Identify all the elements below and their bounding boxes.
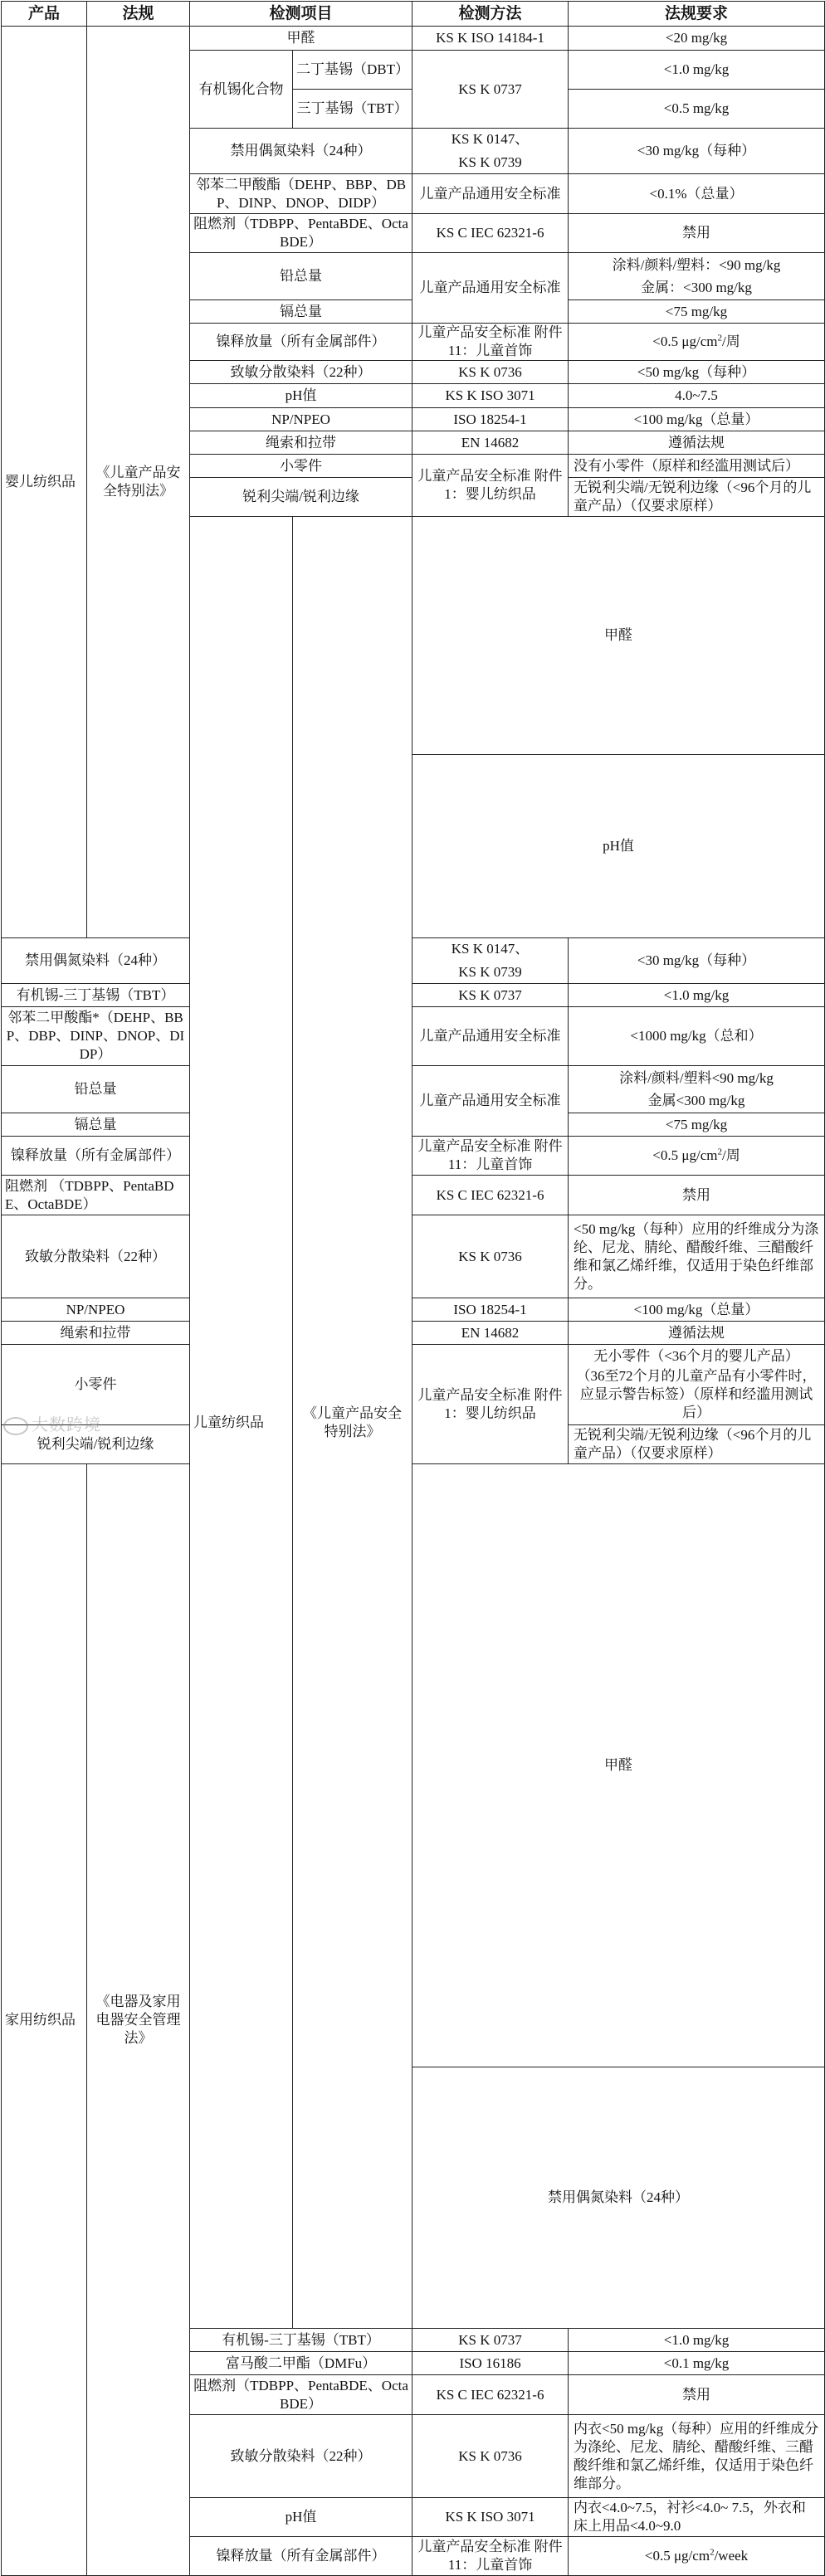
regulation-cell: 《电器及家用电器安全管理法》	[87, 1464, 190, 2576]
item-cell: 绳索和拉带	[190, 431, 412, 455]
sub-item-cell: 二丁基锡（DBT）	[293, 51, 412, 90]
method-cell: KS K 0736	[412, 1215, 569, 1298]
table-row	[2, 938, 825, 984]
nickel-requirement-unit: /week	[714, 2548, 749, 2564]
requirement-line: 涂料/颜料/塑料：<90 mg/kg	[612, 256, 781, 273]
method-cell	[412, 938, 569, 984]
requirement-cell	[569, 1066, 825, 1113]
item-cell: 锐利尖端/锐利边缘	[190, 478, 412, 517]
table-row	[2, 27, 825, 51]
requirement-cell	[569, 1137, 825, 1176]
requirement-cell: <1.0 mg/kg	[569, 2329, 825, 2352]
method-cell: 儿童产品通用安全标准	[412, 253, 569, 324]
requirement-cell: <30 mg/kg（每种）	[569, 938, 825, 984]
requirement-cell: 没有小零件（原样和经滥用测试后）	[569, 455, 825, 478]
requirement-cell: 禁用	[569, 214, 825, 253]
header-regulation: 法规	[87, 2, 190, 27]
regulation-cell: 《儿童产品安全特别法》	[293, 517, 412, 2329]
watermark	[3, 1411, 101, 1435]
table-row	[2, 1215, 825, 1298]
requirement-cell: <75 mg/kg	[569, 1113, 825, 1137]
item-cell: NP/NPEO	[2, 1298, 190, 1322]
method-cell: 儿童产品安全标准 附件1：婴儿纺织品	[412, 1345, 569, 1464]
method-cell: KS K 0737	[412, 51, 569, 129]
requirement-cell: <0.1 mg/kg	[569, 2352, 825, 2375]
item-cell: 禁用偶氮染料（24种）	[2, 938, 190, 984]
requirement-cell: 内衣<4.0~7.5，衬衫<4.0~ 7.5，外衣和床上用品<4.0~9.0	[569, 2498, 825, 2537]
item-cell: 致敏分散染料（22种）	[190, 361, 412, 384]
requirement-cell: <1.0 mg/kg	[569, 51, 825, 90]
method-cell: KS K 0736	[412, 2415, 569, 2498]
method-line: KS K 0739	[458, 154, 522, 170]
requirement-cell: <20 mg/kg	[569, 27, 825, 51]
method-cell	[412, 129, 569, 174]
requirement-cell: <100 mg/kg（总量）	[569, 1298, 825, 1322]
item-cell: pH值	[190, 384, 412, 408]
item-cell: 铅总量	[2, 1066, 190, 1113]
requirement-cell	[569, 253, 825, 300]
item-cell: 致敏分散染料（22种）	[190, 2415, 412, 2498]
method-cell: KS K ISO 3071	[412, 2498, 569, 2537]
requirement-cell: <30 mg/kg（每种）	[569, 129, 825, 174]
requirement-cell: 禁用	[569, 2375, 825, 2415]
regulation-cell: 《儿童产品安全特别法》	[87, 27, 190, 938]
requirement-line: 涂料/颜料/塑料<90 mg/kg	[619, 1069, 774, 1086]
product-cell: 婴儿纺织品	[2, 27, 87, 938]
nickel-requirement-unit: /周	[722, 334, 740, 349]
table-row	[2, 1137, 825, 1176]
sub-item-cell: 三丁基锡（TBT）	[293, 90, 412, 129]
item-cell: 绳索和拉带	[2, 1322, 190, 1345]
method-cell: KS K ISO 14184-1	[412, 27, 569, 51]
item-cell: 铅总量	[190, 253, 412, 300]
table-row	[2, 984, 825, 1007]
requirement-cell	[569, 2537, 825, 2576]
header-requirement: 法规要求	[569, 2, 825, 27]
item-cell: 阻燃剂（TDBPP、PentaBDE、OctaBDE）	[190, 2375, 412, 2415]
item-cell: 阻燃剂 （TDBPP、PentaBDE、OctaBDE）	[2, 1176, 190, 1215]
method-cell: 儿童产品通用安全标准	[412, 1066, 569, 1137]
requirement-cell: <50 mg/kg（每种）	[569, 361, 825, 384]
product-cell: 家用纺织品	[2, 1464, 87, 2576]
table-row	[2, 1298, 825, 1322]
item-cell: 镉总量	[2, 1113, 190, 1137]
requirement-cell: <100 mg/kg（总量）	[569, 408, 825, 431]
method-cell: KS C IEC 62321-6	[412, 2375, 569, 2415]
regulation-table	[1, 1, 825, 2576]
item-cell: 锐利尖端/锐利边缘	[2, 1425, 190, 1464]
method-cell: KS K 0737	[412, 984, 569, 1007]
unit-superscript: 2	[717, 1147, 722, 1157]
table-row	[2, 1007, 825, 1066]
item-cell: 致敏分散染料（22种）	[2, 1215, 190, 1298]
item-cell: 禁用偶氮染料（24种）	[190, 129, 412, 174]
requirement-cell: 禁用	[569, 1176, 825, 1215]
item-cell: pH值	[190, 2498, 412, 2537]
item-cell: 镉总量	[190, 300, 412, 324]
item-cell: 有机锡-三丁基锡（TBT）	[190, 2329, 412, 2352]
method-cell: 儿童产品安全标准 附件11：儿童首饰	[412, 1137, 569, 1176]
method-cell: KS K 0737	[412, 2329, 569, 2352]
item-cell: pH值	[412, 755, 825, 938]
table-row	[2, 1176, 825, 1215]
method-cell: ISO 16186	[412, 2352, 569, 2375]
item-cell: 富马酸二甲酯（DMFu）	[190, 2352, 412, 2375]
table-row	[2, 1322, 825, 1345]
table-row	[2, 1066, 825, 1113]
item-cell: 镍释放量（所有金属部件）	[2, 1137, 190, 1176]
header-product: 产品	[2, 2, 87, 27]
item-cell: 阻燃剂（TDBPP、PentaBDE、OctaBDE）	[190, 214, 412, 253]
requirement-line: （36至72个月的儿童产品有小零件时，应显示警告标签）（原样和经滥用测试后）	[576, 1368, 817, 1420]
nickel-requirement: <0.5 μg/cm	[652, 334, 718, 349]
table-row	[2, 1345, 825, 1425]
method-cell: 儿童产品安全标准 附件11：儿童首饰	[412, 324, 569, 361]
requirement-cell: 内衣<50 mg/kg（每种）应用的纤维成分为涤纶、尼龙、腈纶、醋酸纤维、三醋酸纤维和氯乙烯纤维，仅适用于染色纤维部分。	[569, 2415, 825, 2498]
requirement-cell	[569, 1345, 825, 1425]
requirement-line: 金属：<300 mg/kg	[641, 279, 752, 295]
item-cell: 有机锡-三丁基锡（TBT）	[2, 984, 190, 1007]
item-cell: 小零件	[2, 1345, 190, 1425]
product-cell: 儿童纺织品	[190, 517, 293, 2329]
requirement-cell: 4.0~7.5	[569, 384, 825, 408]
method-cell: 儿童产品安全标准 附件1：婴儿纺织品	[412, 455, 569, 517]
requirement-cell: <0.1%（总量）	[569, 174, 825, 214]
method-line: KS K 0147、	[451, 941, 530, 957]
method-cell: ISO 18254-1	[412, 1298, 569, 1322]
item-cell: 禁用偶氮染料（24种）	[412, 2067, 825, 2329]
nickel-requirement: <0.5 μg/cm	[652, 1147, 718, 1163]
requirement-cell: 遵循法规	[569, 431, 825, 455]
header-test-item: 检测项目	[190, 2, 412, 27]
method-cell: KS C IEC 62321-6	[412, 214, 569, 253]
method-line: KS K 0147、	[451, 131, 530, 147]
requirement-line: 金属<300 mg/kg	[647, 1092, 745, 1108]
header-test-method: 检测方法	[412, 2, 569, 27]
unit-superscript: 2	[710, 2547, 715, 2558]
requirement-cell: <50 mg/kg（每种）应用的纤维成分为涤纶、尼龙、腈纶、醋酸纤维、三醋酸纤维和氯乙烯纤维，仅适用于染色纤维部分。	[569, 1215, 825, 1298]
method-cell: 儿童产品通用安全标准	[412, 1007, 569, 1066]
method-cell: EN 14682	[412, 1322, 569, 1345]
item-cell: 甲醛	[190, 27, 412, 51]
method-cell: KS K 0736	[412, 361, 569, 384]
requirement-line: 无小零件（<36个月的婴儿产品）	[593, 1348, 799, 1364]
requirement-cell	[569, 324, 825, 361]
item-cell: 镍释放量（所有金属部件）	[190, 2537, 412, 2576]
item-cell: 甲醛	[412, 1464, 825, 2067]
nickel-requirement: <0.5 μg/cm	[644, 2548, 710, 2564]
requirement-cell: 无锐利尖端/无锐利边缘（<96个月的儿童产品）（仅要求原样）	[569, 1425, 825, 1464]
item-cell: 镍释放量（所有金属部件）	[190, 324, 412, 361]
table-row	[2, 1464, 825, 2067]
requirement-cell: <1000 mg/kg（总和）	[569, 1007, 825, 1066]
method-cell: 儿童产品通用安全标准	[412, 174, 569, 214]
method-cell: ISO 18254-1	[412, 408, 569, 431]
item-cell: 甲醛	[412, 517, 825, 755]
item-cell: 邻苯二甲酸酯（DEHP、BBP、DBP、DINP、DNOP、DIDP）	[190, 174, 412, 214]
watermark-text: 大数跨境	[32, 1415, 101, 1434]
header-row	[2, 2, 825, 27]
item-cell: 邻苯二甲酸酯*（DEHP、BBP、DBP、DINP、DNOP、DIDP）	[2, 1007, 190, 1066]
method-cell: KS C IEC 62321-6	[412, 1176, 569, 1215]
unit-superscript: 2	[717, 333, 722, 343]
item-cell: NP/NPEO	[190, 408, 412, 431]
nickel-requirement-unit: /周	[722, 1147, 740, 1163]
item-cell: 有机锡化合物	[190, 51, 293, 129]
requirement-cell: <1.0 mg/kg	[569, 984, 825, 1007]
watermark-logo-icon	[3, 1417, 28, 1435]
item-cell: 小零件	[190, 455, 412, 478]
requirement-cell: <0.5 mg/kg	[569, 90, 825, 129]
requirement-cell: 遵循法规	[569, 1322, 825, 1345]
method-line: KS K 0739	[458, 964, 522, 980]
method-cell: 儿童产品安全标准 附件11：儿童首饰	[412, 2537, 569, 2576]
method-cell: KS K ISO 3071	[412, 384, 569, 408]
method-cell: EN 14682	[412, 431, 569, 455]
requirement-cell: 无锐利尖端/无锐利边缘（<96个月的儿童产品）（仅要求原样）	[569, 478, 825, 517]
requirement-cell: <75 mg/kg	[569, 300, 825, 324]
